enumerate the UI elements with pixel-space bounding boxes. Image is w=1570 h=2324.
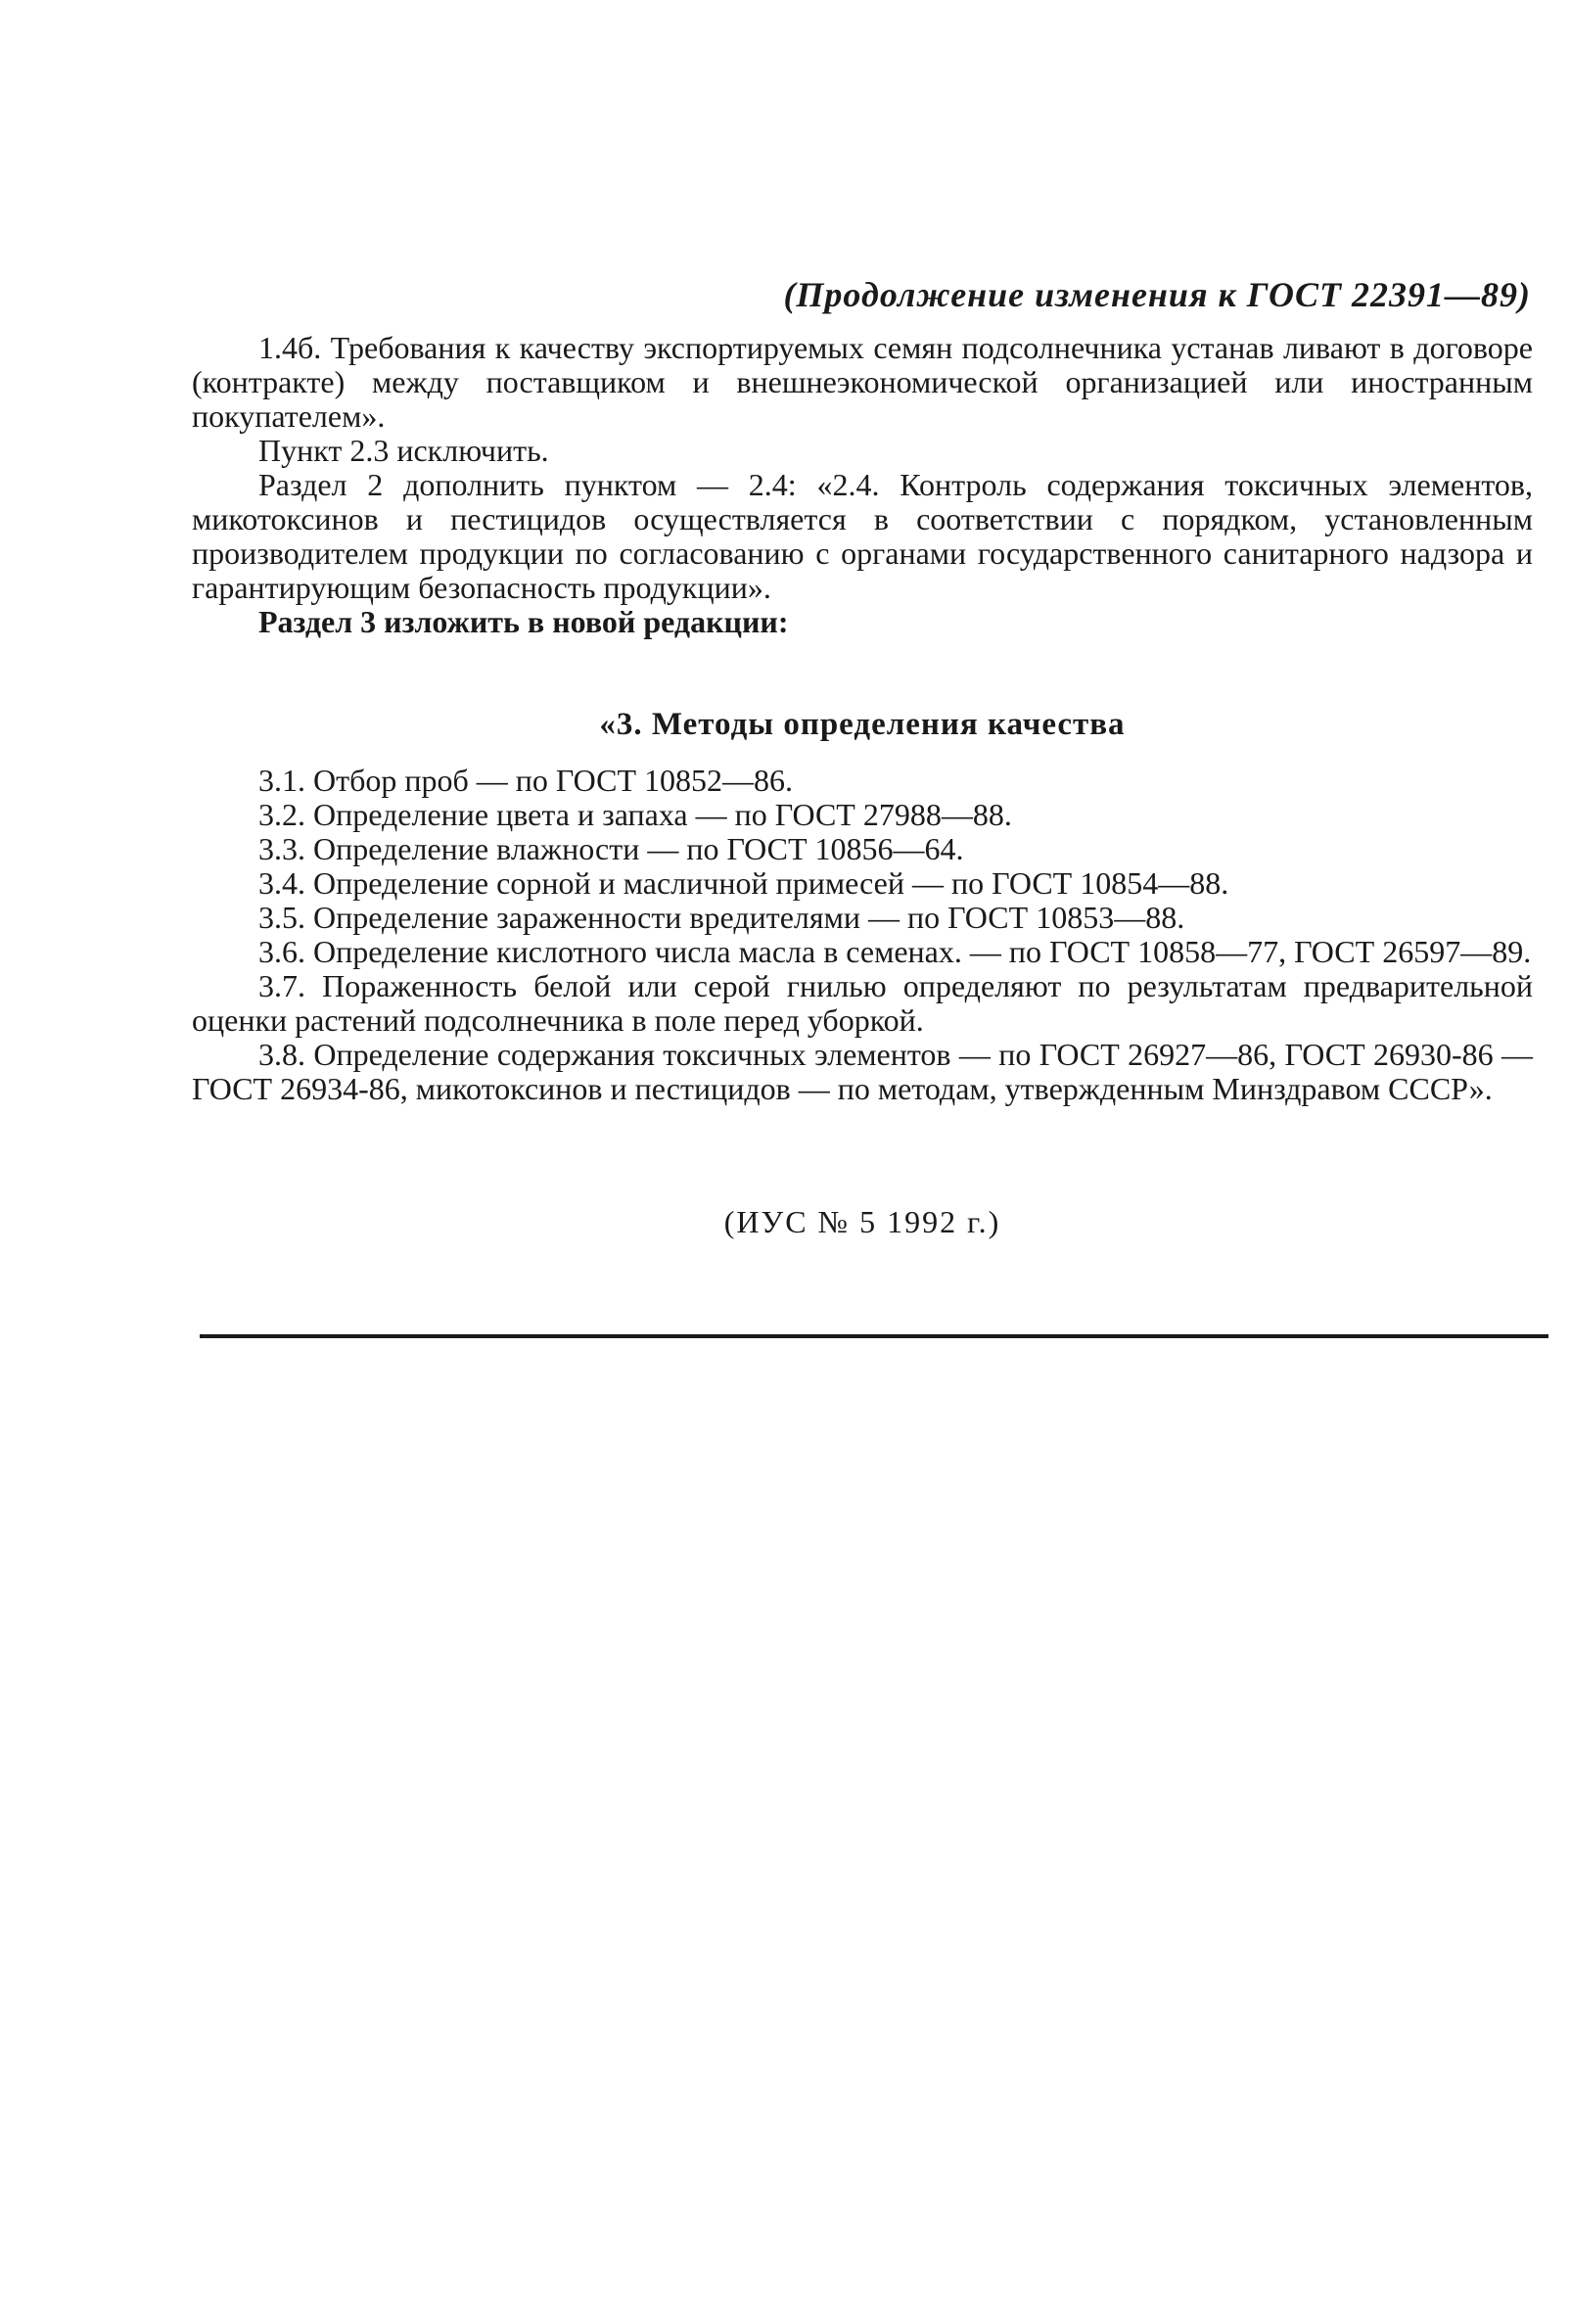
paragraph-2-3: Пункт 2.3 исключить. bbox=[258, 433, 549, 468]
methods-list bbox=[192, 764, 1533, 1106]
section-title: «3. Методы определения качества bbox=[599, 707, 1126, 742]
method-item: 3.2. Определение цвета и запаха — по ГОСТ 27988—88. bbox=[258, 797, 1012, 832]
method-item: 3.8. Определение содержания токсичных элементов — по ГОСТ 26927—86, ГОСТ 26930-86 — ГОСТ 26934-86, микотоксинов и пестицидов — по методам, утвержденным Минздравом СССР». bbox=[192, 1037, 1533, 1106]
amendment-text bbox=[192, 331, 1533, 639]
method-item: 3.6. Определение кислотного числа масла в семенах. — по ГОСТ 10858—77, ГОСТ 26597—89. bbox=[258, 934, 1532, 969]
method-item: 3.3. Определение влажности — по ГОСТ 10856—64. bbox=[258, 831, 964, 866]
paragraph-1-4b: 1.4б. Требования к качеству экспортируемых семян подсолнечника устанав ливают в договоре (контракте) между поставщиком и внешнеэкономической организацией или иностранным покупателем». bbox=[192, 330, 1533, 434]
method-item: 3.5. Определение зараженности вредителями — по ГОСТ 10853—88. bbox=[258, 900, 1185, 935]
method-item: 3.1. Отбор проб — по ГОСТ 10852—86. bbox=[258, 763, 793, 798]
paragraph-section-3: Раздел 3 изложить в новой редакции: bbox=[258, 604, 789, 639]
method-item: 3.7. Пораженность белой или серой гнилью определяют по результатам предварительной оценки растений подсолнечника в поле перед уборкой. bbox=[192, 968, 1533, 1038]
method-item: 3.4. Определение сорной и масличной примесей — по ГОСТ 10854—88. bbox=[258, 865, 1229, 901]
source-reference: (ИУС № 5 1992 г.) bbox=[723, 1204, 1001, 1239]
page-header: (Продолжение изменения к ГОСТ 22391—89) bbox=[783, 275, 1531, 314]
horizontal-rule bbox=[200, 1334, 1548, 1338]
paragraph-section-2: Раздел 2 дополнить пунктом — 2.4: «2.4. Контроль содержания токсичных элементов, микотоксинов и пестицидов осуществляется в соответствии с порядком, установленным производителем продукции по согласованию с органами государственного санитарного надзора и гарантирующим безопасность продукции». bbox=[192, 467, 1533, 605]
